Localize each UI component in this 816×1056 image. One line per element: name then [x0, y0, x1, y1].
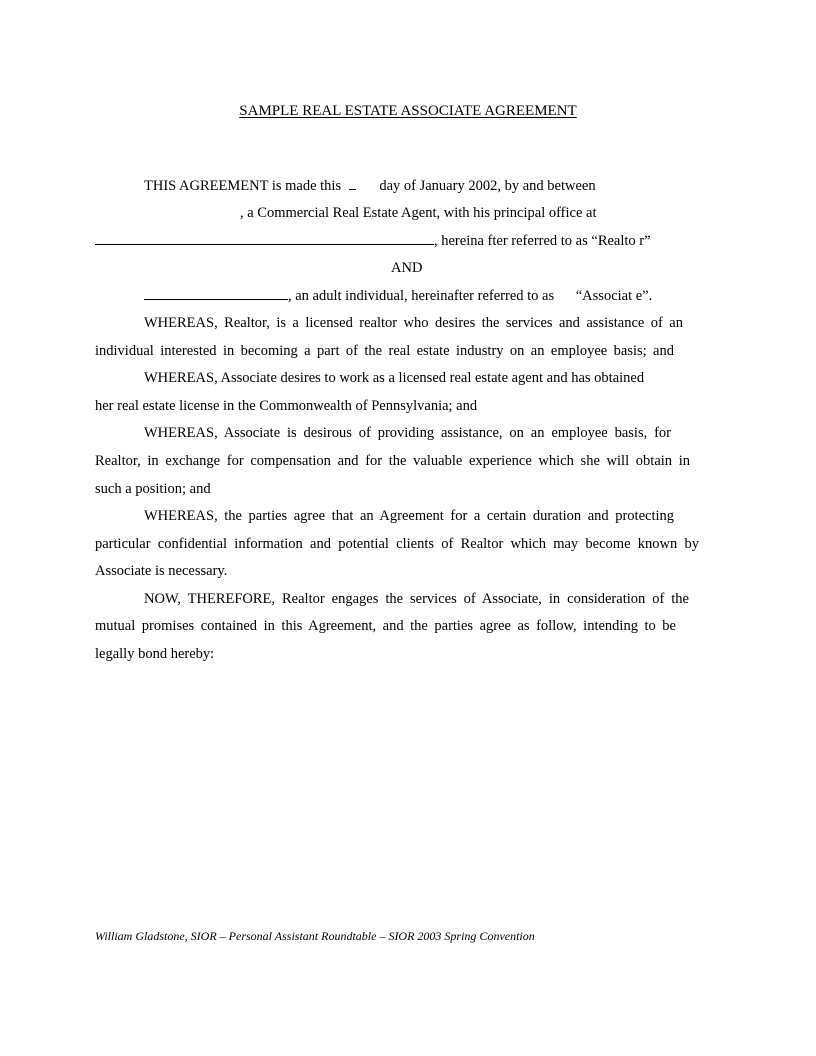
- day-blank: [349, 175, 356, 190]
- paragraph-4-line-1: WHEREAS, the parties agree that an Agreement for a certain duration and protecting: [144, 508, 674, 524]
- associate-label: “Associat e”.: [575, 288, 653, 304]
- paragraph-2-line-1: WHEREAS, Associate desires to work as a licensed real estate agent and has obtained: [144, 370, 645, 386]
- intro-text-before-day: THIS AGREEMENT is made this: [144, 178, 342, 194]
- associate-name-blank: [144, 285, 288, 300]
- intro-line-2: [240, 203, 597, 223]
- realtor-reference: , hereina fter referred to as “Realto r”: [434, 233, 651, 249]
- document-title: SAMPLE REAL ESTATE ASSOCIATE AGREEMENT: [239, 103, 577, 119]
- intro-line-3: [95, 230, 651, 251]
- paragraph-4-line-2: particular confidential information and potential clients of Realtor which may become known by: [95, 536, 699, 552]
- paragraph-5-line-2: mutual promises contained in this Agreement, and the parties agree as follow, intending to be: [95, 618, 676, 634]
- paragraph-5-line-3: legally bond hereby:: [95, 646, 215, 662]
- paragraph-2-line-2: her real estate license in the Commonwealth of Pennsylvania; and: [95, 398, 478, 414]
- paragraph-5-line-1: NOW, THEREFORE, Realtor engages the services of Associate, in consideration of the: [144, 591, 689, 607]
- paragraph-1-line-2: individual interested in becoming a part of the real estate industry on an employee basis; and: [95, 343, 674, 359]
- paragraph-4-line-3: Associate is necessary.: [95, 563, 228, 579]
- paragraph-3-line-3: such a position; and: [95, 481, 211, 497]
- realtor-description: , a Commercial Real Estate Agent, with his principal office at: [240, 205, 597, 221]
- intro-line-1: [144, 175, 596, 196]
- address-blank: [95, 230, 434, 245]
- intro-text-after-day: day of January 2002, by and between: [379, 178, 596, 194]
- intro-line-5: [144, 285, 652, 306]
- and-separator: AND: [391, 260, 423, 276]
- paragraph-1-line-1: WHEREAS, Realtor, is a licensed realtor who desires the services and assistance of an: [144, 315, 683, 331]
- paragraph-3-line-1: WHEREAS, Associate is desirous of providing assistance, on an employee basis, for: [144, 425, 671, 441]
- page-footer: William Gladstone, SIOR – Personal Assistant Roundtable – SIOR 2003 Spring Convention: [95, 929, 535, 943]
- associate-reference: , an adult individual, hereinafter referred to as: [288, 288, 555, 304]
- paragraph-3-line-2: Realtor, in exchange for compensation and for the valuable experience which she will obtain in: [95, 453, 690, 469]
